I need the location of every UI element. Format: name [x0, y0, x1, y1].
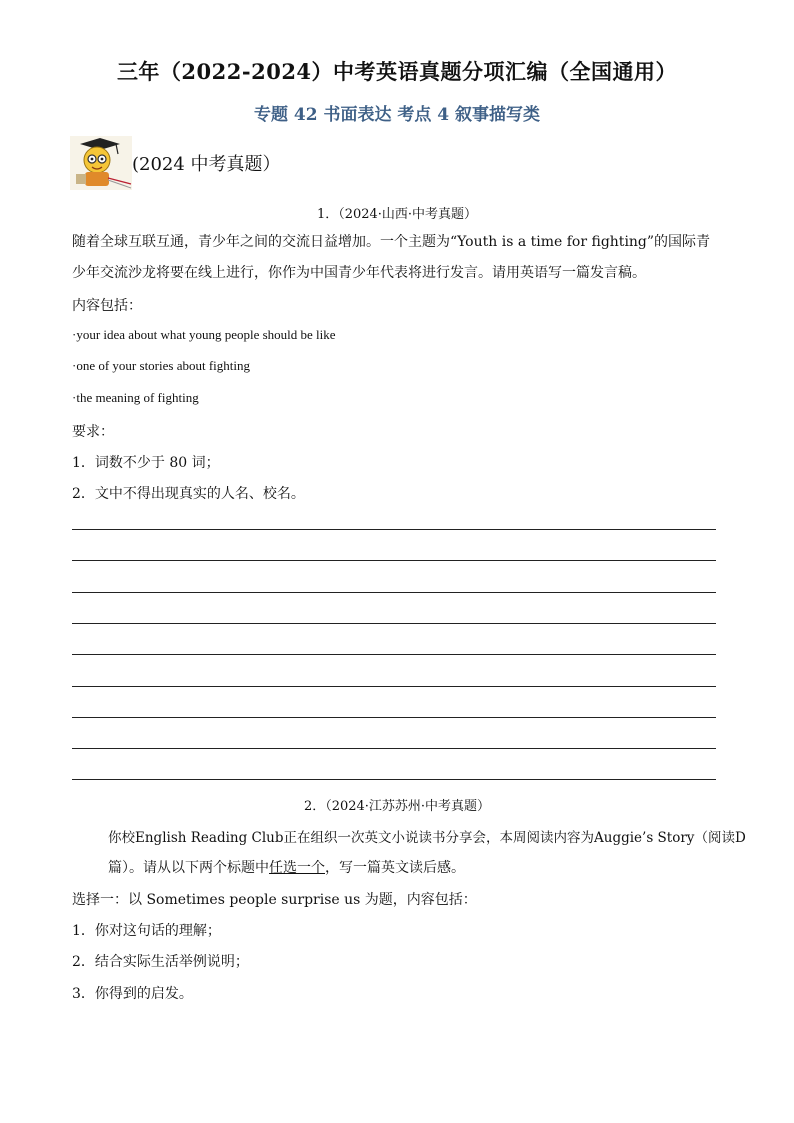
- writing-line[interactable]: [72, 560, 716, 561]
- question-1-requirements-label: 要求：: [72, 424, 114, 440]
- writing-line[interactable]: [72, 717, 716, 718]
- writing-line[interactable]: [72, 592, 716, 593]
- question-2-option-1: 选择一：以 Sometimes people surprise us 为题，内容包括：: [72, 892, 477, 908]
- question-1-requirement: 2．文中不得出现真实的人名、校名。: [72, 486, 305, 502]
- question-2-intro-line-1: 你校English Reading Club正在组织一次英文小说读书分享会，本周阅读内容为Auggie’s Story（阅读D: [108, 830, 746, 846]
- question-2-item: 3．你得到的启发。: [72, 986, 193, 1002]
- question-2-heading: 2．（2024·江苏苏州·中考真题）: [303, 799, 491, 814]
- writing-line[interactable]: [72, 654, 716, 655]
- question-2-intro-text: ，写一篇英文读后感。: [325, 860, 465, 876]
- question-2-intro-underlined: 任选一个: [269, 860, 325, 876]
- page-subtitle: 专题 42 书面表达 考点 4 叙事描写类: [253, 105, 541, 125]
- question-2-item: 2．结合实际生活举例说明；: [72, 954, 249, 970]
- graduate-mascot-icon: [70, 136, 132, 190]
- question-1-content-label: 内容包括：: [72, 298, 142, 314]
- question-1-point: ·your idea about what young people should be like: [72, 327, 336, 342]
- page-title: 三年（2022-2024）中考英语真题分项汇编（全国通用）: [116, 59, 678, 84]
- question-2-intro-text: 篇）。请从以下两个标题中: [108, 860, 269, 876]
- question-2-intro-line-2: [108, 857, 465, 877]
- writing-line[interactable]: [72, 686, 716, 687]
- question-1-intro: 随着全球互联互通，青少年之间的交流日益增加。一个主题为“Youth is a time for fighting”的国际青少年交流沙龙将要在线上进行，你作为中国青少年代表将进行发言。请用英语写一篇发言稿。: [72, 234, 711, 281]
- writing-line[interactable]: [72, 529, 716, 530]
- question-1-point: ·the meaning of fighting: [72, 390, 199, 405]
- question-2-item: 1．你对这句话的理解；: [72, 923, 221, 939]
- question-1-requirement: 1．词数不少于 80 词；: [72, 455, 220, 471]
- question-1-point: ·one of your stories about fighting: [72, 358, 250, 373]
- section-label: (2024 中考真题）: [132, 154, 281, 175]
- writing-line[interactable]: [72, 779, 716, 780]
- question-1-heading: 1．（2024·山西·中考真题）: [316, 207, 478, 222]
- writing-line[interactable]: [72, 623, 716, 624]
- writing-line[interactable]: [72, 748, 716, 749]
